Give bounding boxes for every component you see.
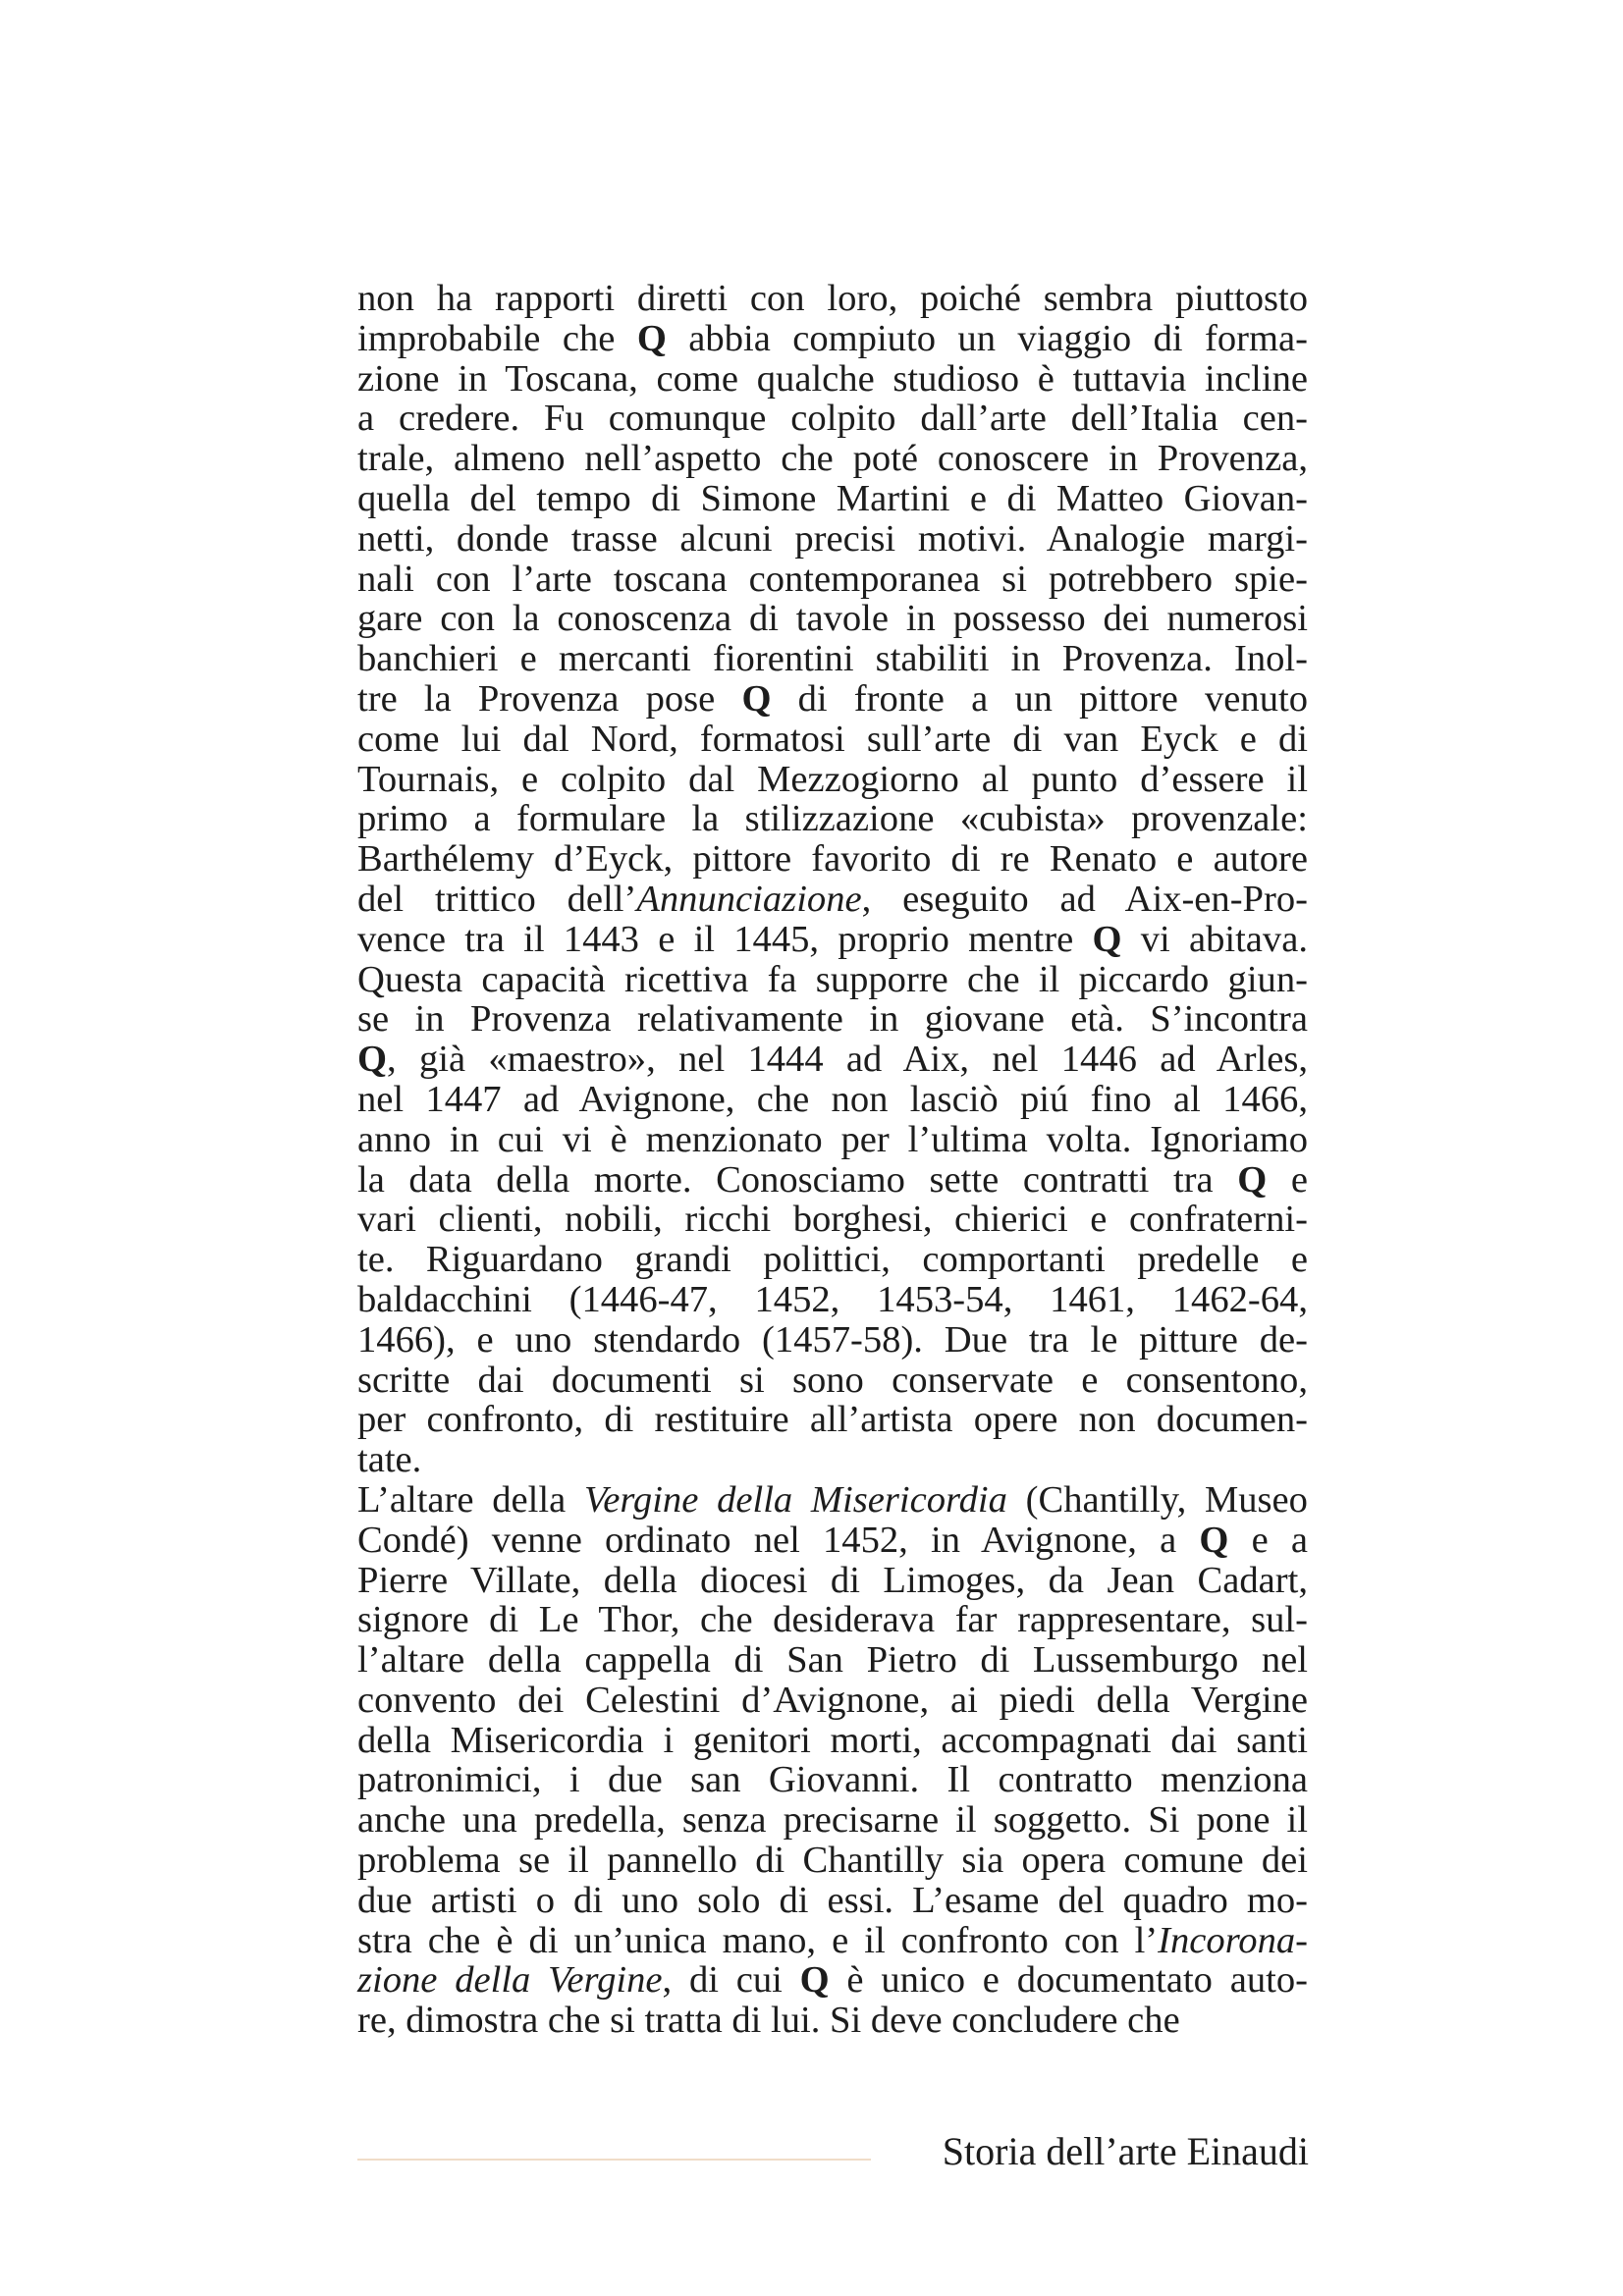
text-line [357, 760, 1308, 800]
text-line [357, 1721, 1308, 1761]
text-line [357, 1280, 1308, 1320]
text-line [357, 479, 1308, 519]
text-segment: Tournais, e colpito dal Mezzogiorno al punto d’essere il [357, 758, 1308, 800]
text-segment: tate. [357, 1439, 422, 1481]
italic-title: Incorona- [1158, 1919, 1308, 1961]
text-segment: tre la Provenza pose [357, 677, 742, 720]
text-line [357, 679, 1308, 720]
text-segment: a credere. Fu comunque colpito dall’arte dell’Italia cen- [357, 398, 1308, 440]
text-segment: trale, almeno nell’aspetto che poté conoscere in Provenza, [357, 438, 1308, 480]
text-line [357, 1881, 1308, 1921]
text-line [357, 2001, 1308, 2041]
text-line [357, 1521, 1308, 1561]
text-line [357, 279, 1308, 319]
q-monogram: Q [1092, 918, 1122, 960]
text-segment: della Misericordia i genitori morti, accompagnati dai santi [357, 1719, 1308, 1761]
q-monogram: Q [1199, 1519, 1229, 1561]
text-segment: vari clienti, nobili, ricchi borghesi, chierici e confraterni- [357, 1199, 1308, 1241]
text-line [357, 519, 1308, 560]
text-line [357, 1760, 1308, 1800]
text-segment: primo a formulare la stilizzazione «cubista» provenzale: [357, 798, 1308, 840]
paragraph [357, 1480, 1308, 2041]
text-line [357, 319, 1308, 359]
text-line [357, 880, 1308, 920]
text-line [357, 599, 1308, 639]
text-segment: scritte dai documenti si sono conservate e consentono, [357, 1359, 1308, 1401]
q-monogram: Q [636, 317, 667, 359]
body-text [357, 279, 1308, 2041]
text-segment: come lui dal Nord, formatosi sull’arte di van Eyck e di [357, 718, 1308, 760]
text-segment: improbabile che [357, 317, 637, 359]
text-segment: , eseguito ad Aix-en-Pro- [861, 878, 1308, 920]
text-segment: abbia compiuto un viaggio di forma- [666, 317, 1308, 359]
text-line [357, 1800, 1308, 1841]
text-segment: se in Provenza relativamente in giovane età. S’incontra [357, 998, 1308, 1041]
text-segment: di fronte a un pittore venuto [771, 677, 1308, 720]
text-line [357, 1640, 1308, 1681]
q-monogram: Q [741, 677, 772, 720]
text-segment: vence tra il 1443 e il 1445, proprio mentre [357, 918, 1093, 960]
text-line [357, 960, 1308, 1000]
text-segment: quella del tempo di Simone Martini e di Matteo Giovan- [357, 477, 1308, 519]
text-segment: vi abitava. [1121, 918, 1308, 960]
text-segment: l’altare della cappella di San Pietro di Lussemburgo nel [357, 1639, 1308, 1682]
text-line [357, 1160, 1308, 1201]
text-line [357, 1921, 1308, 1961]
text-segment: patronimici, i due san Giovanni. Il contratto menziona [357, 1759, 1308, 1801]
text-segment: Pierre Villate, della diocesi di Limoges, da Jean Cadart, [357, 1559, 1308, 1601]
text-segment: non ha rapporti diretti con loro, poiché sembra piuttosto [357, 278, 1308, 319]
text-line [357, 1681, 1308, 1721]
text-segment: gare con la conoscenza di tavole in possesso dei numerosi [357, 598, 1308, 640]
italic-title: Vergine della Misericordia [583, 1478, 1007, 1521]
text-segment: zione in Toscana, come qualche studioso è tuttavia incline [357, 357, 1308, 400]
text-line [357, 1600, 1308, 1640]
text-line [357, 560, 1308, 600]
text-line [357, 359, 1308, 400]
text-segment: , già «maestro», nel 1444 ad Aix, nel 1446 ad Arles, [387, 1039, 1308, 1081]
text-segment: netti, donde trasse alcuni precisi motivi. Analogie margi- [357, 517, 1308, 560]
text-segment: problema se il pannello di Chantilly sia opera comune dei [357, 1840, 1308, 1882]
text-line [357, 1400, 1308, 1440]
text-line [357, 1080, 1308, 1120]
text-segment: per confronto, di restituire all’artista opere non documen- [357, 1399, 1308, 1441]
paragraph [357, 279, 1308, 1480]
text-line [357, 1960, 1308, 2001]
text-line [357, 799, 1308, 839]
text-line [357, 1200, 1308, 1240]
text-segment: 1466), e uno stendardo (1457-58). Due tra le pitture de- [357, 1318, 1308, 1361]
text-line [357, 1841, 1308, 1881]
text-line [357, 1320, 1308, 1361]
text-segment: Barthélemy d’Eyck, pittore favorito di re Renato e autore [357, 838, 1308, 881]
text-line [357, 1361, 1308, 1401]
text-segment: re, dimostra che si tratta di lui. Si deve concludere che [357, 2000, 1180, 2042]
text-line [357, 1040, 1308, 1080]
text-line [357, 639, 1308, 679]
text-line [357, 839, 1308, 880]
q-monogram: Q [1237, 1158, 1268, 1201]
text-segment: te. Riguardano grandi polittici, comportanti predelle e [357, 1239, 1308, 1281]
text-segment: , di cui [662, 1959, 800, 2002]
text-segment: anno in cui vi è menzionato per l’ultima volta. Ignoriamo [357, 1118, 1308, 1160]
text-segment: (Chantilly, Museo [1006, 1478, 1308, 1521]
q-monogram: Q [799, 1959, 830, 2002]
text-segment: Condé) venne ordinato nel 1452, in Avignone, a [357, 1519, 1200, 1561]
text-line [357, 1561, 1308, 1601]
text-line [357, 1440, 1308, 1480]
text-segment: nali con l’arte toscana contemporanea si potrebbero spie- [357, 558, 1308, 600]
text-line [357, 1480, 1308, 1521]
text-line [357, 439, 1308, 479]
text-segment: L’altare della [357, 1478, 584, 1521]
italic-title: zione della Vergine [357, 1959, 663, 2002]
text-segment: e [1267, 1158, 1308, 1201]
italic-title: Annunciazione [636, 878, 862, 920]
text-line [357, 1120, 1308, 1160]
text-segment: nel 1447 ad Avignone, che non lasciò piú fino al 1466, [357, 1078, 1308, 1120]
text-segment: anche una predella, senza precisarne il soggetto. Si pone il [357, 1799, 1308, 1842]
text-line [357, 999, 1308, 1040]
text-line [357, 399, 1308, 439]
text-segment: convento dei Celestini d’Avignone, ai piedi della Vergine [357, 1679, 1308, 1721]
text-segment: e a [1228, 1519, 1308, 1561]
text-segment: è unico e documentato auto- [829, 1959, 1308, 2002]
text-segment: stra che è di un’unica mano, e il confronto con l’ [357, 1919, 1159, 1961]
text-line [357, 1240, 1308, 1280]
text-segment: signore di Le Thor, che desiderava far rappresentare, sul- [357, 1599, 1308, 1641]
text-segment: due artisti o di uno solo di essi. L’esame del quadro mo- [357, 1879, 1308, 1921]
text-line [357, 920, 1308, 960]
text-segment: la data della morte. Conosciamo sette contratti tra [357, 1158, 1238, 1201]
text-segment: del trittico dell’ [357, 878, 637, 920]
footer-rule [357, 2159, 871, 2161]
text-segment: Questa capacità ricettiva fa supporre che il piccardo giun- [357, 958, 1308, 1000]
text-segment: baldacchini (1446-47, 1452, 1453-54, 1461, 1462-64, [357, 1278, 1308, 1320]
footer-title: Storia dell’arte Einaudi [942, 2129, 1309, 2173]
text-line [357, 720, 1308, 760]
q-monogram: Q [357, 1039, 388, 1081]
text-segment: banchieri e mercanti fiorentini stabiliti in Provenza. Inol- [357, 638, 1308, 680]
